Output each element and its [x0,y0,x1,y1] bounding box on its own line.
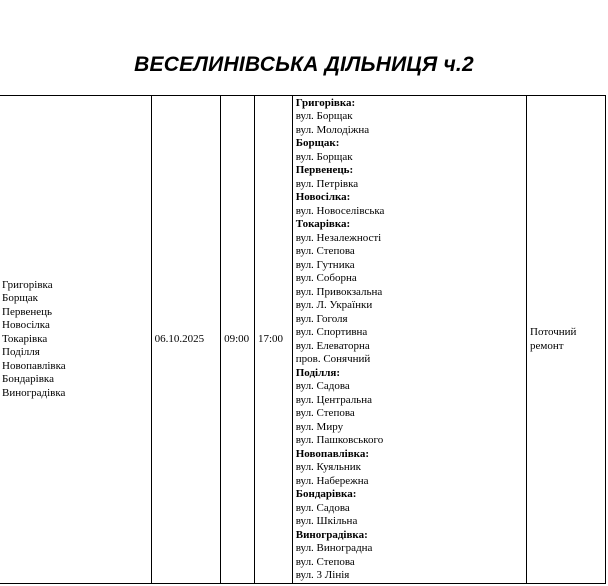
village-heading: Поділля: [295,366,341,379]
village-name: Токарівка [2,332,48,345]
village-name: Борщак [2,292,39,305]
street-name: вул. Гутника [295,258,355,271]
reason-cell: Поточний ремонт [527,96,606,584]
village-heading: Борщак: [295,137,340,149]
village-heading: Бондарівка: [295,488,357,500]
street-name: вул. Новоселівська [295,204,385,217]
start-time-cell: 09:00 [221,96,255,584]
street-name: вул. Привокзальна [295,285,383,298]
village-name: Григорівка [2,278,53,291]
end-time-cell: 17:00 [254,96,292,584]
street-name: вул. Елеваторна [295,339,370,352]
street-name: вул. Борщак [295,110,353,122]
street-name: вул. Виноградна [295,542,373,554]
street-name: вул. Миру [295,420,344,433]
village-heading: Новосілка: [295,191,351,203]
street-name: вул. Центральна [295,393,372,406]
village-heading: Токарівка: [295,218,351,230]
street-name: вул. Спортивна [295,326,368,338]
street-name: вул. Соборна [295,272,357,284]
streets-cell [292,96,526,584]
street-name: вул. Пашковського [295,434,384,446]
street-name: вул. Борщак [295,150,353,163]
village-name: Поділля [2,346,40,359]
street-name: вул. 3 Лінія [295,569,350,581]
street-name: вул. Л. Українки [295,299,373,311]
village-name: Бондарівка [2,373,54,386]
village-heading: Виноградівка: [295,528,368,541]
village-heading: Первенець: [295,164,354,176]
villages-cell [0,96,151,584]
village-heading: Григорівка: [295,96,356,109]
village-heading: Новопавлівка: [295,447,370,460]
street-name: вул. Садова [295,380,350,392]
street-name: вул. Набережна [295,474,369,487]
document-title: ВЕСЕЛИНІВСЬКА ДІЛЬНИЦЯ ч.2 [134,53,474,76]
table-row [0,96,606,584]
village-name: Новосілка [2,319,50,332]
date-cell: 06.10.2025 [151,96,220,584]
street-name: вул. Молодіжна [295,123,370,136]
village-name: Виноградівка [2,386,66,399]
street-name: вул. Степова [295,245,355,257]
outage-table [0,95,606,584]
village-name: Новопавлівка [2,359,66,372]
street-name: пров. Сонячний [295,353,371,365]
street-name: вул. Степова [295,407,355,419]
street-name: вул. Петрівка [295,177,359,190]
street-name: вул. Куяльник [295,461,361,473]
village-name: Первенець [2,305,53,318]
street-name: вул. Шкільна [295,515,358,527]
street-name: вул. Незалежності [295,231,382,244]
street-name: вул. Садова [295,501,350,514]
street-name: вул. Гоголя [295,312,348,325]
street-name: вул. Степова [295,555,355,568]
